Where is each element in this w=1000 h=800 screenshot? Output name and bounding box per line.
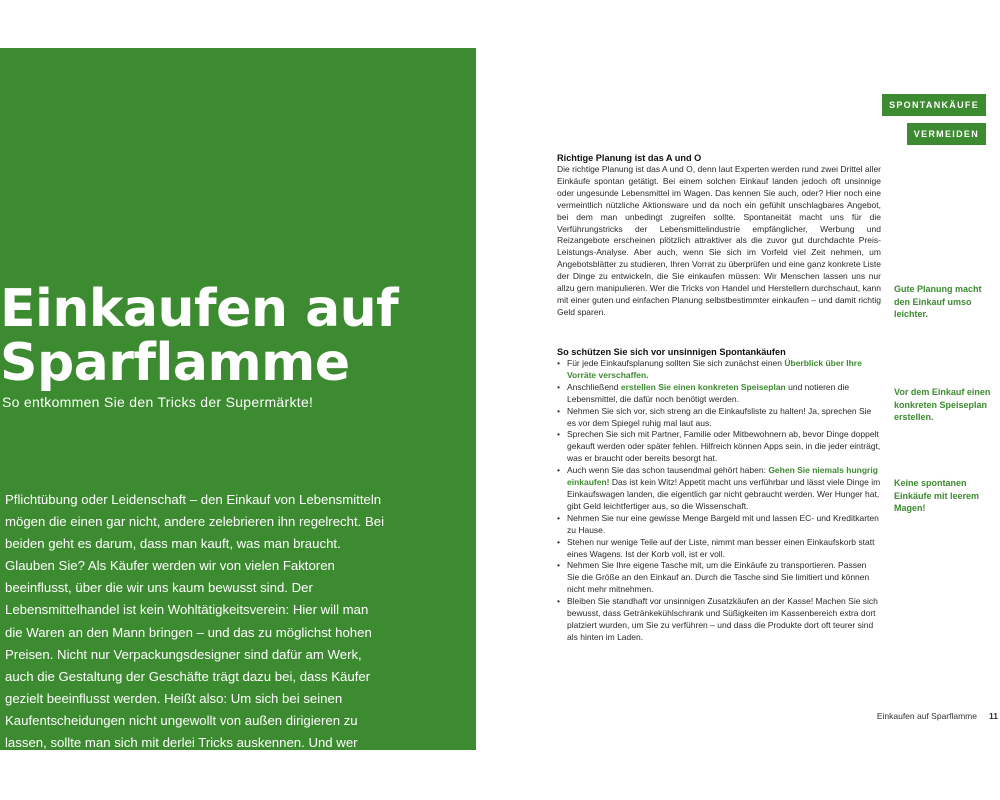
section-tag-line-1: SPONTANKÄUFE [882, 94, 986, 116]
list-item [557, 406, 881, 430]
tips-section [557, 346, 881, 644]
planning-section [557, 152, 881, 319]
tips-list [557, 358, 881, 644]
item-highlight: erstellen Sie einen konkreten Speiseplan [620, 381, 786, 392]
list-item [557, 465, 881, 513]
green-title-panel [0, 48, 476, 773]
list-item [557, 358, 881, 382]
list-item [557, 537, 881, 561]
item-text: Stehen nur wenige Teile auf der Liste, nimmt man besser einen Einkaufskorb statt eines Wagens. Ist der Korb voll, ist er voll. [567, 536, 875, 559]
page-footer [877, 711, 998, 721]
item-text: Sprechen Sie sich mit Partner, Familie oder Mitbewohnern ab, bevor Dinge doppelt gekauft werden oder später fehlen. Hilfreich können Apps sein, in die jeder einträgt, was er braucht oder bereits besorgt hat. [567, 429, 881, 464]
page-title [0, 279, 399, 393]
item-text: Bleiben Sie standhaft vor unsinnigen Zusatzkäufen an der Kasse! Machen Sie sich bewusst, dass Getränkekühlschrank und Süßigkeiten im Kassenbereich extra dort platziert wurden, um Sie zu verführen – und dass die Produkte dort oft teurer sind als hinten im Laden. [567, 596, 878, 642]
list-item [557, 560, 881, 596]
margin-note-meal-plan: Vor dem Einkauf einen konkreten Speiseplan erstellen. [894, 387, 991, 422]
running-title: Einkaufen auf Sparflamme [876, 711, 977, 721]
margin-note-hunger: Keine spontanen Einkäufe mit leerem Magen! [894, 478, 980, 513]
intro-paragraph: Pflichtübung oder Leidenschaft – den Einkauf von Lebensmitteln mögen die einen gar nicht, andere zelebrieren ihn regelrecht. Bei beiden geht es darum, dass man kauft, was man braucht. Glauben Sie? Als Käufer werden wir von vielen Faktoren beeinflusst, über die wir uns kaum bewusst sind. Der Lebensmittelhandel ist kein Wohltätigkeitsverein: Hier will man die Waren an den Mann bringen – und das zu möglichst hohen Preisen. Nicht nur Verpackungsdesigner sind dafür am Werk, auch die Gestaltung der Geschäfte trägt dazu bei, dass Käufer gezielt beeinflusst werden. Heißt also: Um sich bei seinen Kaufentscheidungen nicht ungewollt von außen dirigieren zu lassen, sollte man sich mit derlei Tricks auskennen. Und wer dann noch clever und bedacht einkauft, kann viel Geld sparen. [5, 492, 385, 773]
item-text: Für jede Einkaufsplanung sollten Sie sich zunächst einen [567, 358, 785, 368]
list-item [557, 429, 881, 465]
item-text-rest: Das ist kein Witz! Appetit macht uns verführbar und lässt viele Dinge im Einkaufswagen landen, die eigentlich gar nicht gebraucht werden. Wer Hunger hat, gibt Geld leichtfertiger aus, so die Wissenschaft. [567, 477, 881, 511]
item-highlight: Überblick über Ihre Vorräte verschaffen. [567, 358, 862, 380]
margin-note-planning: Gute Planung macht den Einkauf umso leichter. [894, 284, 982, 319]
item-text: Nehmen Sie nur eine gewisse Menge Bargeld mit und lassen EC- und Kreditkarten zu Hause. [567, 512, 879, 535]
list-item [557, 382, 881, 406]
planning-heading: Richtige Planung ist das A und O [557, 153, 702, 163]
item-text-rest: und notieren die Lebensmittel, die dafür noch benötigt werden. [567, 381, 850, 404]
item-highlight: Gehen Sie niemals hungrig einkaufen! [567, 465, 878, 488]
list-item [557, 596, 881, 644]
title-line-1: Einkaufen auf [0, 279, 399, 339]
page-number: 11 [989, 711, 998, 721]
title-line-2: Sparflamme [0, 333, 350, 393]
subtitle: So entkommen Sie den Tricks der Supermärkte! [2, 394, 314, 410]
item-text: Anschließend [567, 381, 621, 392]
item-text: Auch wenn Sie das schon tausendmal gehört haben: [567, 465, 769, 476]
section-tag-line-2: VERMEIDEN [907, 123, 986, 145]
list-item [557, 513, 881, 537]
tips-heading: So schützen Sie sich vor unsinnigen Spontankäufen [557, 347, 786, 357]
item-text: Nehmen Sie Ihre eigene Tasche mit, um die Einkäufe zu transportieren. Passen Sie die Größe an den Einkauf an. Durch die Tasche sind Sie limitiert und können nicht mehr mitnehmen. [567, 560, 870, 595]
planning-body: Die richtige Planung ist das A und O, denn laut Experten werden rund zwei Drittel aller Einkäufe spontan getätigt. Bei einem solchen Einkauf landen jedoch oft unsinnige oder ungesunde Lebensmittel im Wagen. Das kennen Sie auch, oder? Hier noch eine vermeintlich nützliche Aktionsware und da noch ein gefühlt unschlagbares Angebot, bei dem man unbedingt zugreifen sollte. Spontaneität macht uns für die Verführungstricks der Lebensmittelindustrie empfänglicher, Werbung und Reizangebote erscheinen plötzlich attraktiver als die zuvor gut durchdachte Preis-Leistungs-Analyse. Aber auch, wenn Sie sich im Vorfeld viel Zeit nehmen, um Angebotsblätter zu studieren, Ihren Vorrat zu überprüfen und eine ganz konkrete Liste der Dinge zu entwickeln, die Sie einkaufen müssen: Wir Menschen lassen uns nur allzu gern manipulieren. Wer die Tricks von Handel und Herstellern durchschaut, kann mit einer guten und einfachen Planung selbstbestimmter einkaufen – und damit richtig Geld sparen. [557, 164, 881, 317]
item-text: Nehmen Sie sich vor, sich streng an die Einkaufsliste zu halten! Ja, sprechen Sie es vor dem Spiegel ruhig mal laut aus. [567, 405, 872, 428]
